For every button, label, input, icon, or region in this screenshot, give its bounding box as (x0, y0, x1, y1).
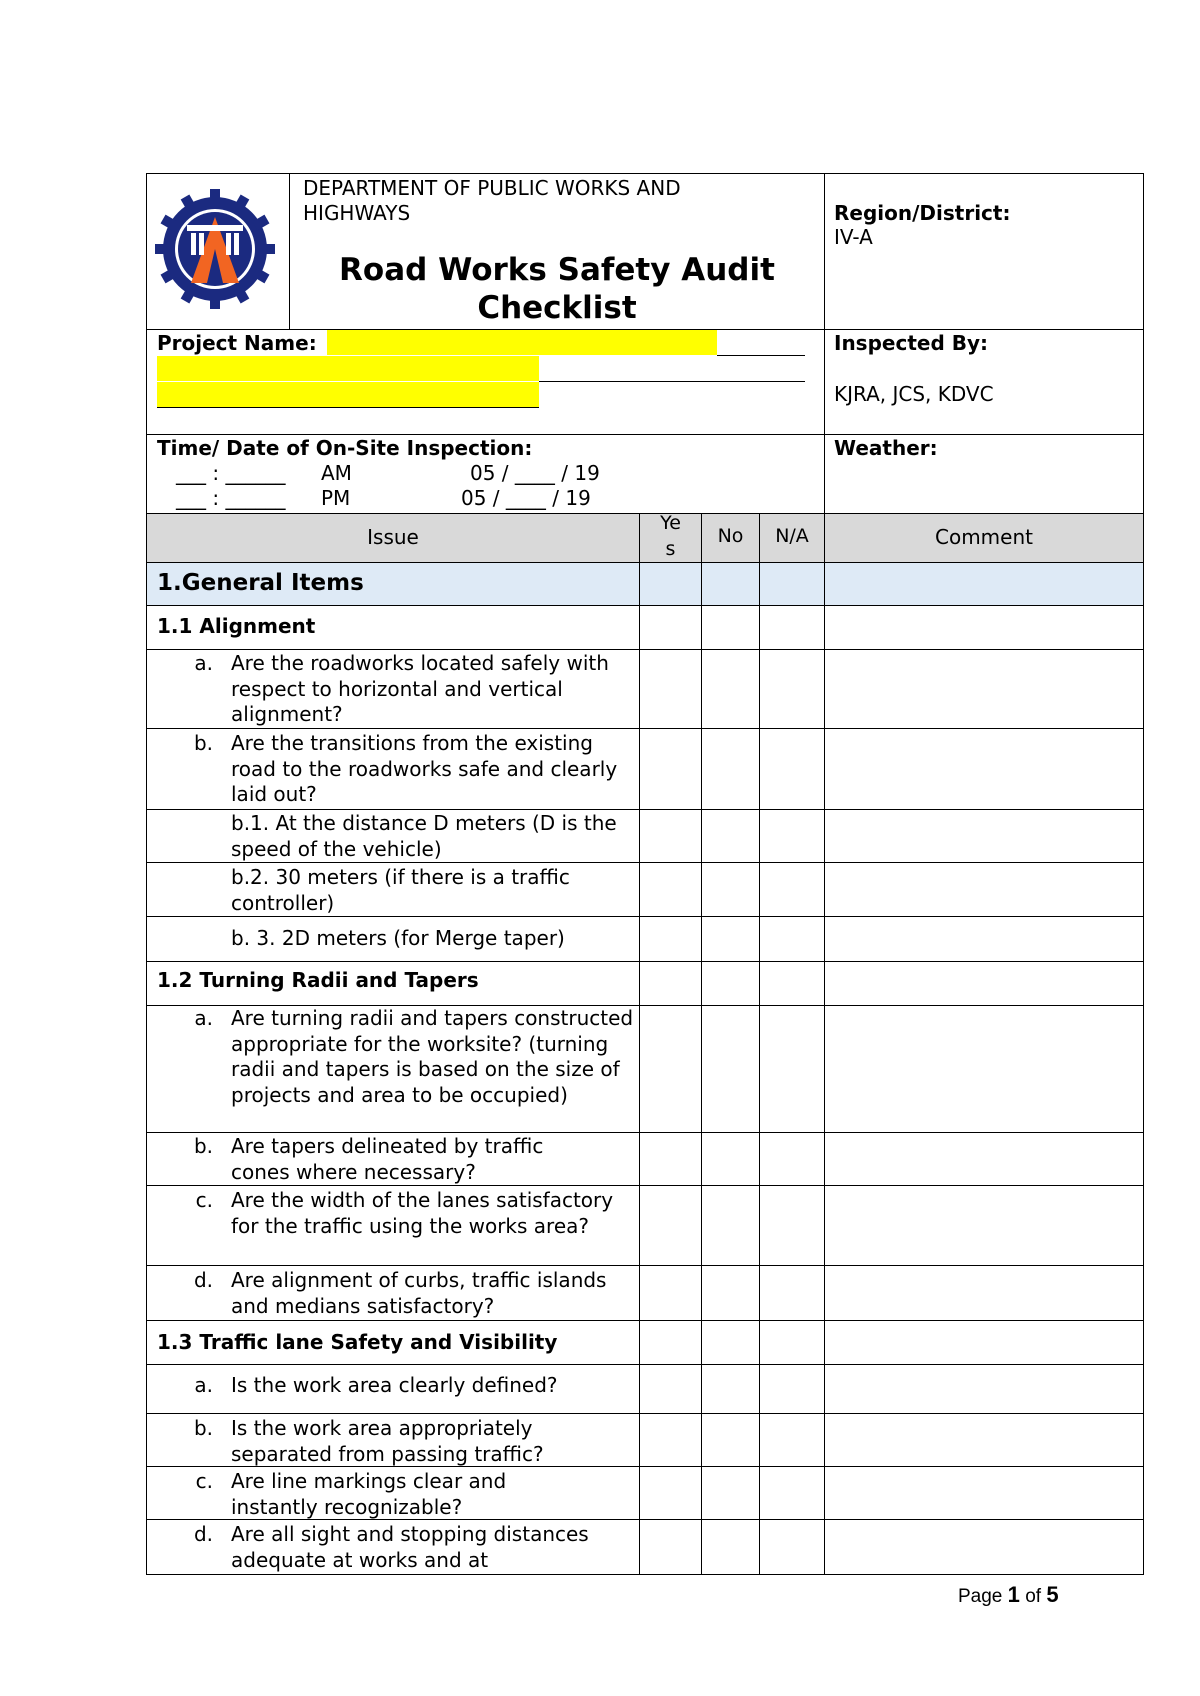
section-general-items: 1.General Items (157, 570, 364, 596)
row-12-yes-cell[interactable] (639, 1265, 702, 1322)
row-17-comment-cell[interactable] (824, 1519, 1144, 1575)
row-10-no-cell[interactable] (701, 1132, 760, 1187)
department-name: DEPARTMENT OF PUBLIC WORKS AND HIGHWAYS (303, 176, 681, 225)
row-16-yes-cell[interactable] (639, 1466, 702, 1521)
row-6-yes-cell[interactable] (639, 862, 702, 918)
item-1-1-b2: b.2. 30 meters (if there is a traffic controller) (231, 865, 570, 915)
row-1-na-cell (759, 562, 825, 607)
row-8-comment-cell[interactable] (824, 961, 1144, 1007)
row-12-comment-cell[interactable] (824, 1265, 1144, 1322)
row-9-comment-cell[interactable] (824, 1005, 1144, 1134)
col-yes-label-2: s (665, 538, 676, 560)
row-12-no-cell[interactable] (701, 1265, 760, 1322)
project-name-field-3[interactable] (157, 382, 539, 408)
row-6-comment-cell[interactable] (824, 862, 1144, 918)
row-17-yes-cell[interactable] (639, 1519, 702, 1575)
row-2-comment-cell[interactable] (824, 605, 1144, 651)
row-15-yes-cell[interactable] (639, 1413, 702, 1468)
row-13-yes-cell[interactable] (639, 1320, 702, 1366)
region-value: IV-A (834, 225, 873, 249)
page-total: 5 (1046, 1582, 1059, 1607)
row-4-na-cell[interactable] (759, 728, 825, 811)
row-5-yes-cell[interactable] (639, 809, 702, 864)
row-15-comment-cell[interactable] (824, 1413, 1144, 1468)
item-1-1-b1: b.1. At the distance D meters (D is the speed of the vehicle) (231, 811, 617, 861)
am-label: AM (321, 461, 352, 485)
row-14-no-cell[interactable] (701, 1364, 760, 1415)
row-16-na-cell[interactable] (759, 1466, 825, 1521)
row-2-no-cell[interactable] (701, 605, 760, 651)
page-number: 1 (1007, 1582, 1020, 1607)
row-3-comment-cell[interactable] (824, 649, 1144, 730)
row-1-yes-cell (639, 562, 702, 607)
row-7-comment-cell[interactable] (824, 916, 1144, 963)
row-8-yes-cell[interactable] (639, 961, 702, 1007)
row-11-yes-cell[interactable] (639, 1185, 702, 1267)
row-14-yes-cell[interactable] (639, 1364, 702, 1415)
col-na-label: N/A (775, 525, 809, 547)
region-label: Region/District: (834, 201, 1011, 225)
row-14-comment-cell[interactable] (824, 1364, 1144, 1415)
row-6-no-cell[interactable] (701, 862, 760, 918)
row-4-no-cell[interactable] (701, 728, 760, 811)
row-11-comment-cell[interactable] (824, 1185, 1144, 1267)
row-1-no-cell (701, 562, 760, 607)
am-date-field[interactable]: 05 / ____ / 19 (470, 461, 600, 485)
row-16-no-cell[interactable] (701, 1466, 760, 1521)
section-alignment: 1.1 Alignment (157, 614, 316, 638)
row-7-no-cell[interactable] (701, 916, 760, 963)
row-3-na-cell[interactable] (759, 649, 825, 730)
row-2-na-cell[interactable] (759, 605, 825, 651)
page-title-line2: Checklist (477, 290, 637, 326)
row-17-no-cell[interactable] (701, 1519, 760, 1575)
row-15-na-cell[interactable] (759, 1413, 825, 1468)
inspected-value: KJRA, JCS, KDVC (834, 382, 994, 406)
project-name-underline-1 (717, 330, 805, 356)
col-comment-label: Comment (935, 525, 1033, 549)
row-3-yes-cell[interactable] (639, 649, 702, 730)
row-13-comment-cell[interactable] (824, 1320, 1144, 1366)
section-turning-radii: 1.2 Turning Radii and Tapers (157, 968, 479, 992)
dpwh-logo (155, 189, 275, 309)
col-no-label: No (717, 525, 744, 547)
project-name-field-1[interactable] (327, 330, 717, 355)
page-word: Page (958, 1586, 1003, 1607)
row-11-no-cell[interactable] (701, 1185, 760, 1267)
row-2-yes-cell[interactable] (639, 605, 702, 651)
row-8-na-cell[interactable] (759, 961, 825, 1007)
row-14-na-cell[interactable] (759, 1364, 825, 1415)
project-label: Project Name: (157, 331, 317, 355)
region-cell (824, 173, 1144, 330)
am-time-field[interactable]: ___ : ______ (176, 461, 286, 485)
row-7-na-cell[interactable] (759, 916, 825, 963)
project-name-field-2[interactable] (157, 356, 539, 381)
weather-label: Weather: (834, 436, 938, 460)
row-9-yes-cell[interactable] (639, 1005, 702, 1134)
item-1-1-b3: b. 3. 2D meters (for Merge taper) (231, 926, 565, 950)
row-8-no-cell[interactable] (701, 961, 760, 1007)
inspected-label: Inspected By: (834, 331, 989, 355)
row-15-no-cell[interactable] (701, 1413, 760, 1468)
row-9-na-cell[interactable] (759, 1005, 825, 1134)
row-10-na-cell[interactable] (759, 1132, 825, 1187)
row-7-yes-cell[interactable] (639, 916, 702, 963)
row-5-comment-cell[interactable] (824, 809, 1144, 864)
pm-date-field[interactable]: 05 / ____ / 19 (461, 486, 591, 510)
row-4-comment-cell[interactable] (824, 728, 1144, 811)
row-5-no-cell[interactable] (701, 809, 760, 864)
row-13-no-cell[interactable] (701, 1320, 760, 1366)
col-issue-label: Issue (367, 525, 419, 549)
section-traffic-lane: 1.3 Traffic lane Safety and Visibility (157, 1330, 558, 1354)
col-yes-label-1: Ye (660, 512, 681, 534)
pm-time-field[interactable]: ___ : ______ (176, 486, 286, 510)
row-3-no-cell[interactable] (701, 649, 760, 730)
of-word: of (1025, 1586, 1042, 1607)
row-5-na-cell[interactable] (759, 809, 825, 864)
row-4-yes-cell[interactable] (639, 728, 702, 811)
row-1-comment-cell (824, 562, 1144, 607)
row-6-na-cell[interactable] (759, 862, 825, 918)
page-title-line1: Road Works Safety Audit (339, 252, 775, 288)
pm-label: PM (321, 486, 351, 510)
project-name-underline-2 (539, 356, 805, 382)
row-10-comment-cell[interactable] (824, 1132, 1144, 1187)
row-17-na-cell[interactable] (759, 1519, 825, 1575)
row-13-na-cell[interactable] (759, 1320, 825, 1366)
row-12-na-cell[interactable] (759, 1265, 825, 1322)
row-11-na-cell[interactable] (759, 1185, 825, 1267)
row-9-no-cell[interactable] (701, 1005, 760, 1134)
row-16-comment-cell[interactable] (824, 1466, 1144, 1521)
row-10-yes-cell[interactable] (639, 1132, 702, 1187)
page-footer (958, 1580, 1059, 1612)
inspection-label: Time/ Date of On-Site Inspection: (157, 436, 533, 460)
